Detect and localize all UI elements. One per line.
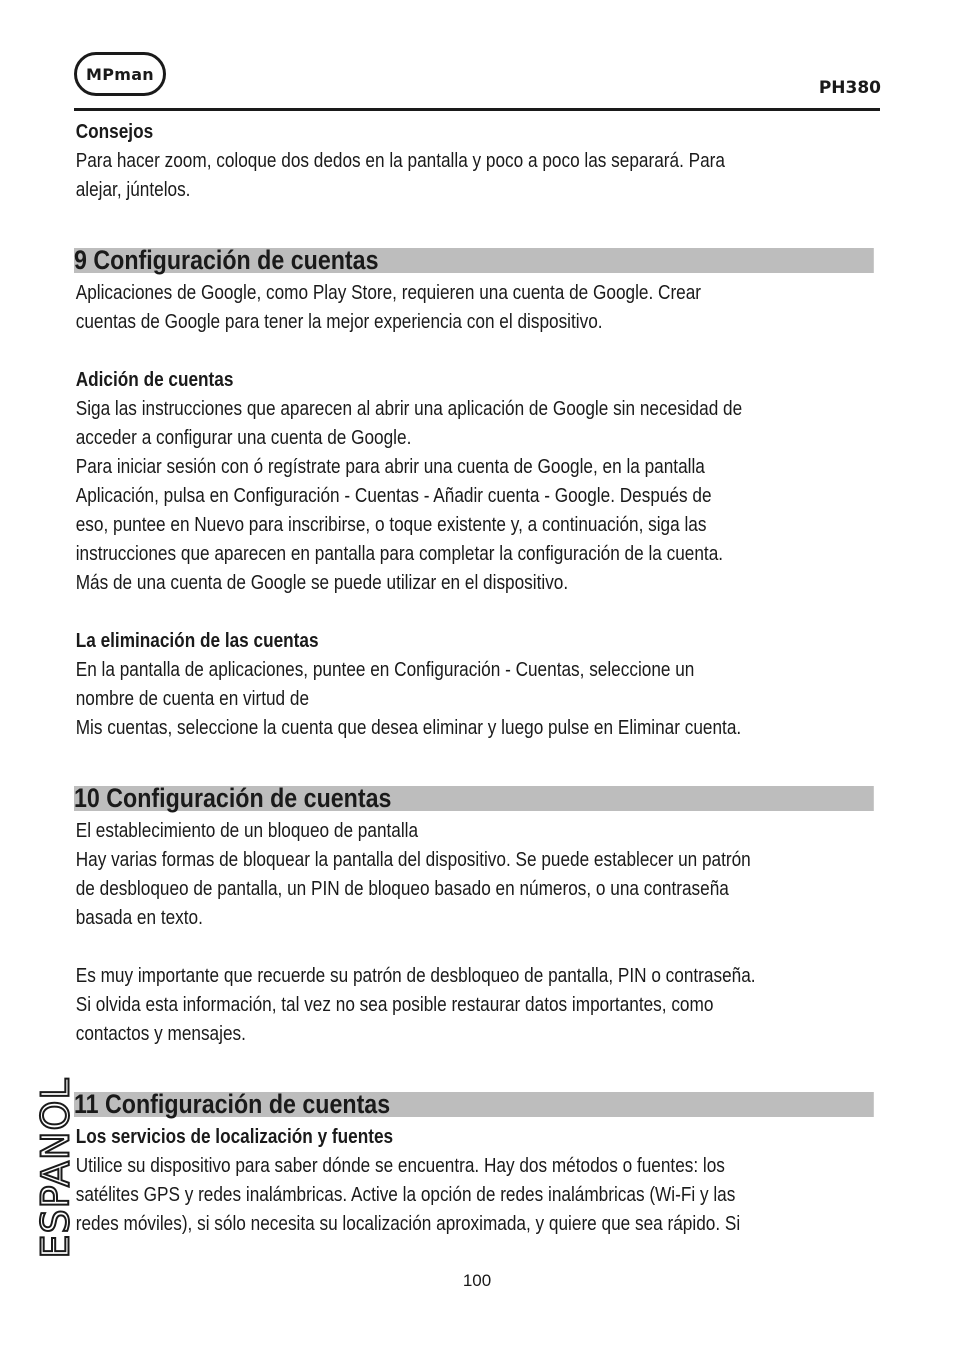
tips-title: Consejos (75, 121, 154, 143)
spacer (74, 1049, 884, 1078)
section-9-heading: 9 Configuración de cuentas (74, 248, 874, 273)
logo-text: MPman (85, 64, 154, 84)
section-9-line: Aplicaciones de Google, como Play Store, requieren una cuenta de Google. Crear (75, 282, 702, 304)
tips-line: Para hacer zoom, coloque dos dedos en la pantalla y poco a poco las separará. Para (75, 150, 725, 172)
spacer (74, 205, 884, 234)
section-11-line: redes móviles), si sólo necesita su localización aproximada, y quiere que sea rápido. Si (75, 1213, 741, 1235)
language-side-tab (34, 1077, 78, 1259)
remove-accounts-line: Mis cuentas, seleccione la cuenta que desea eliminar y luego pulse en Eliminar cuenta. (75, 717, 742, 739)
language-label: ESPANOL (34, 1077, 78, 1259)
spacer (74, 337, 884, 366)
add-accounts-line: Más de una cuenta de Google se puede utilizar en el dispositivo. (75, 572, 569, 594)
tips-line: alejar, júntelos. (75, 179, 191, 201)
spacer (74, 743, 884, 772)
spacer (74, 933, 884, 962)
add-accounts-line: instrucciones que aparecen en pantalla para completar la configuración de la cuenta. (75, 543, 724, 565)
section-10-line: Si olvida esta información, tal vez no sea posible restaurar datos importantes, como (75, 994, 714, 1016)
section-11-heading: 11 Configuración de cuentas (74, 1092, 874, 1117)
section-10-line: contactos y mensajes. (75, 1023, 246, 1045)
section-11-line: Utilice su dispositivo para saber dónde se encuentra. Hay dos métodos o fuentes: los (75, 1155, 725, 1177)
section-10-line: basada en texto. (75, 907, 203, 929)
page-number: 100 (462, 1271, 492, 1290)
add-accounts-line: Para iniciar sesión con ó regístrate para abrir una cuenta de Google, en la pantalla (75, 456, 705, 478)
model-number: PH380 (818, 78, 881, 98)
add-accounts-line: acceder a configurar una cuenta de Google. (75, 427, 412, 449)
section-9-line: cuentas de Google para tener la mejor experiencia con el dispositivo. (75, 311, 603, 333)
remove-accounts-line: nombre de cuenta en virtud de (75, 688, 310, 710)
section-11-line: satélites GPS y redes inalámbricas. Active la opción de redes inalámbricas (Wi-Fi y las (75, 1184, 736, 1206)
add-accounts-line: Aplicación, pulsa en Configuración - Cuentas - Añadir cuenta - Google. Después de (75, 485, 712, 507)
add-accounts-title: Adición de cuentas (75, 369, 234, 391)
remove-accounts-title: La eliminación de las cuentas (75, 630, 319, 652)
add-accounts-line: Siga las instrucciones que aparecen al abrir una aplicación de Google sin necesidad de (75, 398, 743, 420)
mpman-logo (74, 52, 166, 96)
remove-accounts-line: En la pantalla de aplicaciones, puntee en Configuración - Cuentas, seleccione un (75, 659, 695, 681)
section-10-line: de desbloqueo de pantalla, un PIN de bloqueo basado en números, o una contraseña (75, 878, 729, 900)
spacer (74, 598, 884, 627)
section-10-heading: 10 Configuración de cuentas (74, 786, 874, 811)
header-rule (74, 108, 880, 111)
location-services-title: Los servicios de localización y fuentes (75, 1126, 394, 1148)
page-content (74, 118, 884, 1239)
section-10-line: Es muy importante que recuerde su patrón de desbloqueo de pantalla, PIN o contraseña. (75, 965, 756, 987)
add-accounts-line: eso, puntee en Nuevo para inscribirse, o toque existente y, a continuación, siga las (75, 514, 707, 536)
section-10-line: El establecimiento de un bloqueo de pantalla (75, 820, 419, 842)
section-10-line: Hay varias formas de bloquear la pantalla del dispositivo. Se puede establecer un patrón (75, 849, 751, 871)
